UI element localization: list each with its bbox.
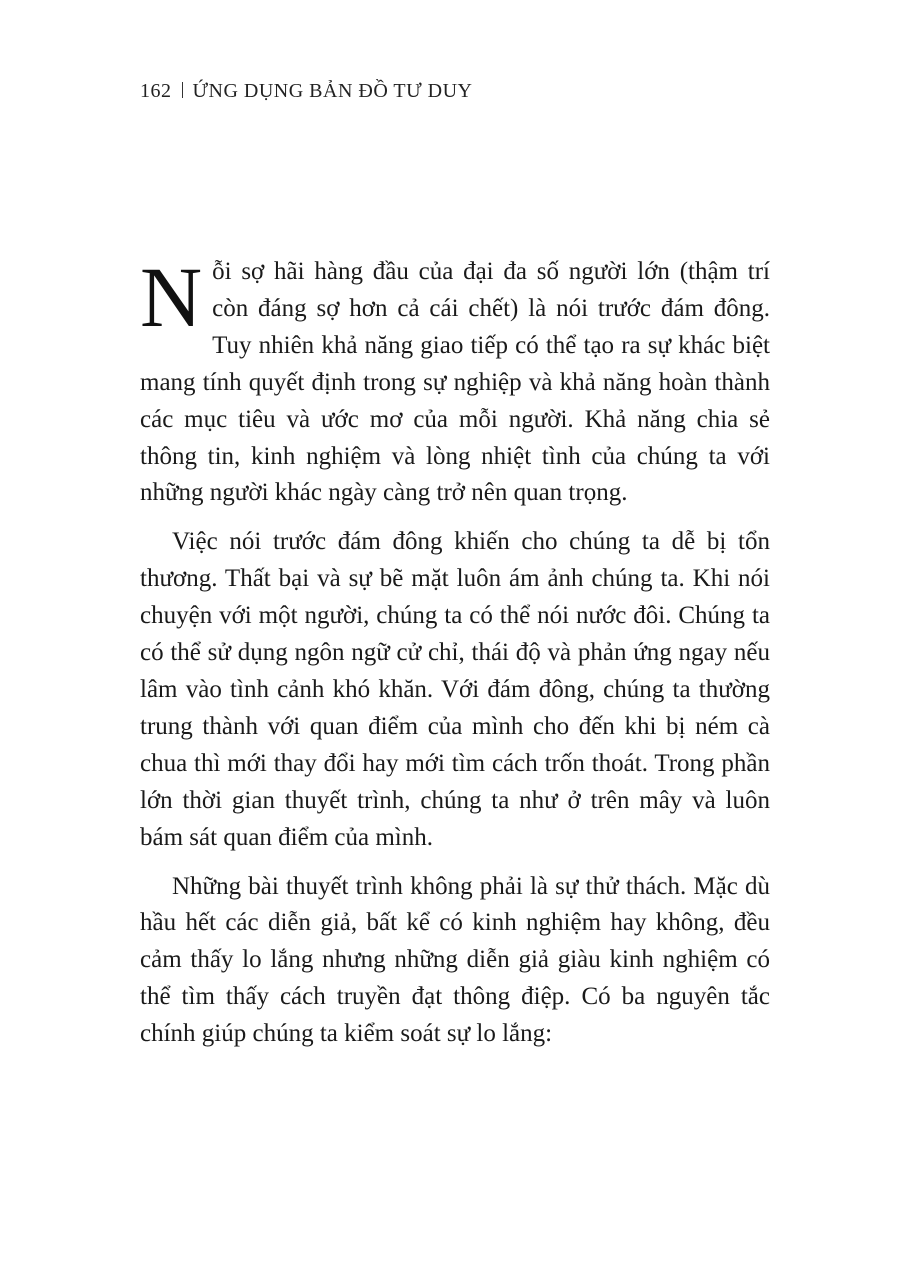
paragraph-3: Những bài thuyết trình không phải là sự thử thách. Mặc dù hầu hết các diễn giả, bất kể có kinh nghiệm hay không, đều cảm thấy lo lắng nhưng những diễn giả giàu kinh nghiệm có thể tìm thấy cách truyền đạt thông điệp. Có ba nguyên tắc chính giúp chúng ta kiểm soát sự lo lắng: <box>140 872 770 1048</box>
book-title: ỨNG DỤNG BẢN ĐỒ TƯ DUY <box>192 80 473 102</box>
page-number: 162 <box>140 80 172 102</box>
body-text <box>140 249 770 1065</box>
header-separator <box>182 82 183 98</box>
running-header <box>140 80 473 103</box>
paragraph-1 <box>140 249 770 512</box>
paragraph-2: Việc nói trước đám đông khiến cho chúng ta dễ bị tổn thương. Thất bại và sự bẽ mặt luôn ám ảnh chúng ta. Khi nói chuyện với một người, chúng ta có thể nói nước đôi. Chúng ta có thể sử dụng ngôn ngữ cử chỉ, thái độ và phản ứng ngay nếu lâm vào tình cảnh khó khăn. Với đám đông, chúng ta thường trung thành với quan điểm của mình cho đến khi bị ném cà chua thì mới thay đổi hay mới tìm cách trốn thoát. Trong phần lớn thời gian thuyết trình, chúng ta như ở trên mây và luôn bám sát quan điểm của mình. <box>140 528 770 851</box>
paragraph-1-text: ỗi sợ hãi hàng đầu của đại đa số người lớn (thậm trí còn đáng sợ hơn cả cái chết) là nói trước đám đông. Tuy nhiên khả năng giao tiếp có thể tạo ra sự khác biệt mang tính quyết định trong sự nghiệp và khả năng hoàn thành các mục tiêu và ước mơ của mỗi người. Khả năng chia sẻ thông tin, kinh nghiệm và lòng nhiệt tình của chúng ta với những người khác ngày càng trở nên quan trọng. <box>140 258 770 507</box>
drop-cap: N <box>140 249 203 345</box>
